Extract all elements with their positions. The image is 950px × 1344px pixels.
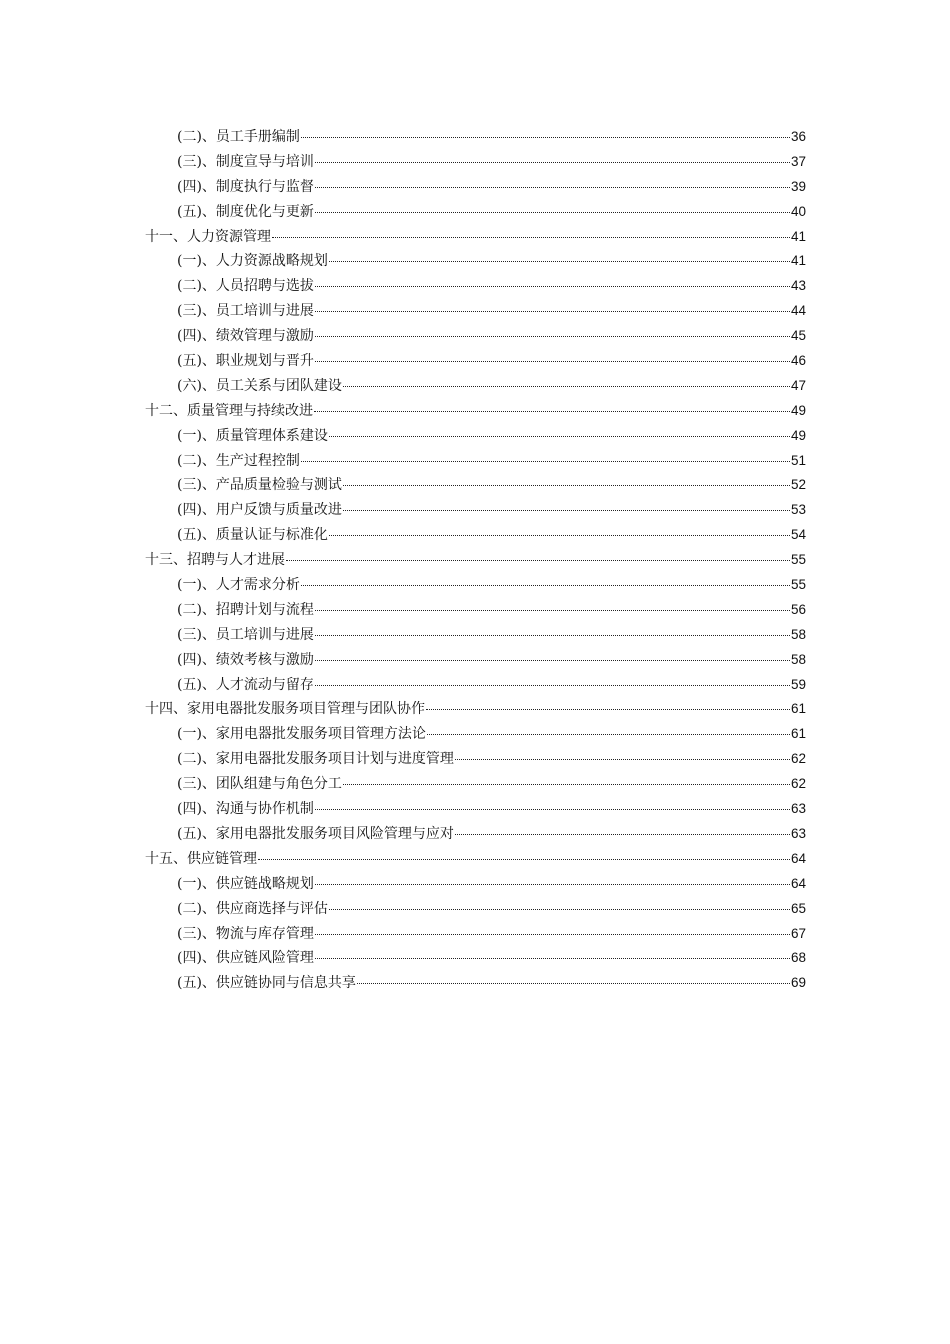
toc-section-entry[interactable] (145, 872, 806, 897)
toc-entry-label: (二)、家用电器批发服务项目计划与进度管理 (177, 751, 454, 768)
toc-entry-label: (一)、供应链战略规划 (177, 875, 314, 892)
toc-section-entry[interactable] (145, 200, 806, 225)
toc-dot-leader (315, 621, 790, 636)
toc-page-number: 68 (790, 950, 806, 966)
toc-page-number: 55 (790, 552, 806, 568)
toc-section-entry[interactable] (145, 175, 806, 200)
toc-entry-label: (二)、员工手册编制 (177, 129, 300, 145)
toc-entry-label: (三)、团队组建与角色分工 (177, 776, 342, 793)
toc-entry-label: (一)、质量管理体系建设 (177, 427, 328, 444)
toc-page-number: 41 (790, 253, 806, 269)
toc-entry-label: 十一、人力资源管理 (145, 228, 271, 245)
toc-entry-label: (三)、物流与库存管理 (177, 925, 314, 942)
toc-page-number: 62 (790, 776, 806, 792)
toc-page-number: 59 (790, 676, 806, 692)
toc-page-number: 47 (790, 377, 806, 393)
toc-section-entry[interactable] (145, 274, 806, 299)
toc-section-entry[interactable] (145, 150, 806, 175)
toc-entry-label: (二)、招聘计划与流程 (177, 601, 314, 618)
toc-section-entry[interactable] (145, 424, 806, 449)
toc-page-number: 64 (790, 850, 806, 866)
toc-entry-label: (五)、质量认证与标准化 (177, 527, 328, 544)
toc-section-entry[interactable] (145, 473, 806, 498)
toc-entry-label: (六)、员工关系与团队建设 (177, 377, 342, 394)
toc-dot-leader (343, 496, 790, 511)
toc-entry-label: (五)、家用电器批发服务项目风险管理与应对 (177, 825, 454, 842)
toc-page-number: 61 (790, 726, 806, 742)
toc-dot-leader (258, 845, 790, 860)
toc-page-number: 52 (790, 477, 806, 493)
toc-dot-leader (315, 944, 790, 959)
toc-section-entry[interactable] (145, 598, 806, 623)
toc-dot-leader (315, 347, 790, 362)
toc-chapter-entry[interactable] (145, 225, 806, 250)
toc-section-entry[interactable] (145, 349, 806, 374)
toc-page-number: 62 (790, 751, 806, 767)
toc-entry-label: 十三、招聘与人才进展 (145, 552, 285, 569)
toc-chapter-entry[interactable] (145, 697, 806, 722)
toc-entry-label: (四)、用户反馈与质量改进 (177, 502, 342, 519)
toc-dot-leader (315, 272, 790, 287)
toc-page-number: 63 (790, 801, 806, 817)
toc-entry-label: (五)、职业规划与晋升 (177, 353, 314, 370)
toc-entry-label: (三)、员工培训与进展 (177, 303, 314, 320)
toc-chapter-entry[interactable] (145, 548, 806, 573)
toc-entry-label: (二)、人员招聘与选拔 (177, 278, 314, 295)
toc-section-entry[interactable] (145, 673, 806, 698)
toc-entry-label: (三)、员工培训与进展 (177, 626, 314, 643)
toc-section-entry[interactable] (145, 946, 806, 971)
toc-dot-leader (315, 148, 790, 163)
toc-page-number: 58 (790, 651, 806, 667)
toc-section-entry[interactable] (145, 449, 806, 474)
toc-dot-leader (329, 521, 790, 536)
toc-section-entry[interactable] (145, 922, 806, 947)
toc-page-number: 64 (790, 875, 806, 891)
toc-dot-leader (315, 198, 790, 213)
toc-page-number: 43 (790, 278, 806, 294)
toc-page-number: 53 (790, 502, 806, 518)
toc-section-entry[interactable] (145, 822, 806, 847)
toc-dot-leader (301, 571, 790, 586)
toc-page-number: 69 (790, 975, 806, 991)
toc-entry-label: (四)、绩效管理与激励 (177, 328, 314, 345)
toc-section-entry[interactable] (145, 299, 806, 324)
toc-page-number: 61 (790, 701, 806, 717)
toc-page-number: 51 (790, 452, 806, 468)
toc-dot-leader (455, 745, 790, 760)
toc-section-entry[interactable] (145, 623, 806, 648)
toc-section-entry[interactable] (145, 971, 806, 996)
toc-entry-label: (二)、生产过程控制 (177, 452, 300, 469)
toc-chapter-entry[interactable] (145, 399, 806, 424)
toc-entry-label: (一)、人力资源战略规划 (177, 253, 328, 270)
toc-page-number: 49 (790, 427, 806, 443)
toc-page-number: 63 (790, 825, 806, 841)
toc-page-number: 46 (790, 353, 806, 369)
toc-entry-label: (五)、制度优化与更新 (177, 203, 314, 220)
toc-page-number: 44 (790, 303, 806, 319)
table-of-contents (145, 125, 806, 996)
toc-page-number: 41 (790, 228, 806, 244)
toc-dot-leader (427, 720, 790, 735)
toc-section-entry[interactable] (145, 324, 806, 349)
toc-entry-label: 十四、家用电器批发服务项目管理与团队协作 (145, 701, 425, 718)
toc-page-number: 55 (790, 577, 806, 593)
toc-entry-label: (五)、供应链协同与信息共享 (177, 975, 356, 992)
toc-dot-leader (314, 397, 790, 412)
toc-dot-leader (329, 895, 790, 910)
toc-dot-leader (315, 870, 790, 885)
toc-section-entry[interactable] (145, 897, 806, 922)
toc-entry-label: (四)、供应链风险管理 (177, 950, 314, 967)
toc-dot-leader (455, 820, 790, 835)
toc-page-number: 54 (790, 527, 806, 543)
toc-dot-leader (315, 173, 790, 188)
toc-entry-label: 十五、供应链管理 (145, 850, 257, 867)
toc-section-entry[interactable] (145, 573, 806, 598)
toc-dot-leader (315, 596, 790, 611)
toc-page-number: 40 (790, 203, 806, 219)
toc-page-number: 58 (790, 626, 806, 642)
toc-dot-leader (301, 447, 790, 462)
toc-chapter-entry[interactable] (145, 847, 806, 872)
toc-page-number: 37 (790, 153, 806, 169)
toc-entry-label: (四)、制度执行与监督 (177, 178, 314, 195)
toc-section-entry[interactable] (145, 722, 806, 747)
toc-dot-leader (315, 795, 790, 810)
toc-dot-leader (272, 223, 790, 238)
toc-dot-leader (315, 920, 790, 935)
toc-dot-leader (343, 471, 790, 486)
toc-section-entry[interactable] (145, 498, 806, 523)
toc-entry-label: (一)、人才需求分析 (177, 577, 300, 594)
toc-page-number: 56 (790, 601, 806, 617)
toc-page-number: 49 (790, 402, 806, 418)
toc-entry-label: (二)、供应商选择与评估 (177, 900, 328, 917)
toc-page-number: 45 (790, 328, 806, 344)
toc-dot-leader (426, 695, 790, 710)
toc-page-number: 39 (790, 178, 806, 194)
toc-section-entry[interactable] (145, 523, 806, 548)
toc-entry-label: (四)、沟通与协作机制 (177, 801, 314, 818)
toc-dot-leader (315, 671, 790, 686)
toc-entry-label: (三)、产品质量检验与测试 (177, 477, 342, 494)
toc-dot-leader (315, 646, 790, 661)
toc-section-entry[interactable] (145, 797, 806, 822)
toc-entry-label: (四)、绩效考核与激励 (177, 651, 314, 668)
toc-dot-leader (329, 247, 790, 262)
toc-section-entry[interactable] (145, 374, 806, 399)
toc-section-entry[interactable] (145, 648, 806, 673)
toc-entry-label: (五)、人才流动与留存 (177, 676, 314, 693)
toc-page-number: 67 (790, 925, 806, 941)
toc-section-entry[interactable] (145, 249, 806, 274)
toc-dot-leader (315, 322, 790, 337)
toc-page-number: 65 (790, 900, 806, 916)
toc-section-entry[interactable] (145, 747, 806, 772)
toc-dot-leader (357, 969, 790, 984)
toc-dot-leader (286, 546, 790, 561)
toc-section-entry[interactable] (145, 772, 806, 797)
toc-entry-label: (三)、制度宣导与培训 (177, 153, 314, 170)
toc-section-entry[interactable] (145, 125, 806, 150)
toc-dot-leader (315, 297, 790, 312)
toc-dot-leader (343, 372, 790, 387)
toc-dot-leader (301, 123, 790, 138)
toc-entry-label: (一)、家用电器批发服务项目管理方法论 (177, 726, 426, 743)
toc-entry-label: 十二、质量管理与持续改进 (145, 402, 313, 419)
toc-dot-leader (343, 770, 790, 785)
toc-page-number: 36 (790, 129, 806, 144)
toc-dot-leader (329, 422, 790, 437)
